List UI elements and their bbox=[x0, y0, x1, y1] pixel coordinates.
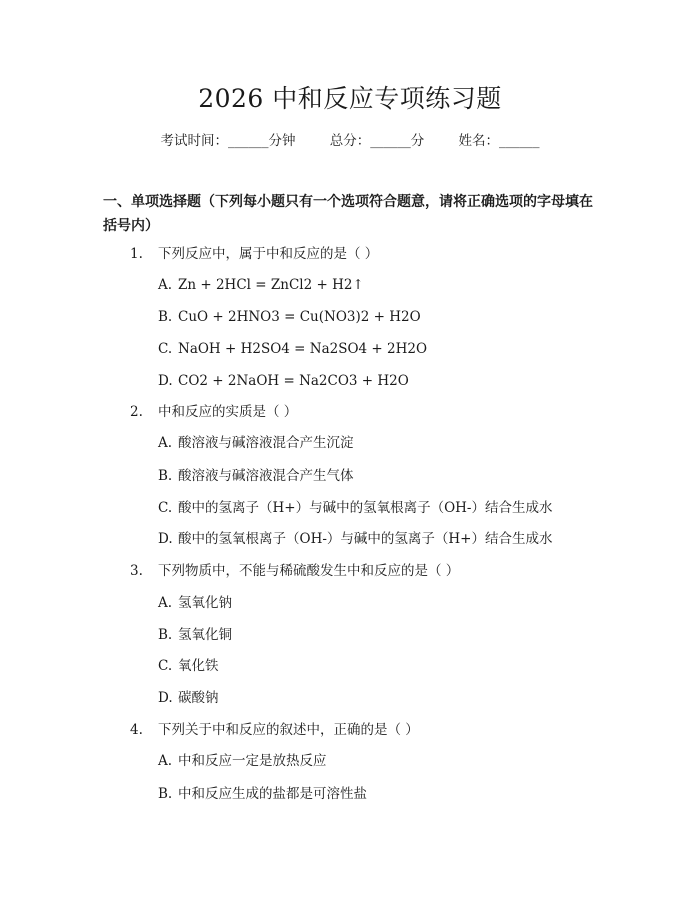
option-text: 氧化铁 bbox=[178, 658, 219, 674]
option-text: 中和反应生成的盐都是可溶性盐 bbox=[178, 786, 367, 802]
question-2-option-a bbox=[158, 433, 354, 453]
option-letter: B. bbox=[158, 627, 173, 643]
option-text: CuO + 2HNO3 = Cu(NO3)2 + H2O bbox=[178, 309, 421, 325]
option-text: 氢氧化铜 bbox=[178, 627, 232, 643]
option-text: CO2 + 2NaOH = Na2CO3 + H2O bbox=[178, 373, 409, 389]
question-3 bbox=[130, 561, 459, 581]
option-letter: A. bbox=[158, 435, 173, 451]
option-letter: A. bbox=[158, 753, 173, 769]
total-score-field: 总分：______分 bbox=[329, 133, 425, 149]
question-2 bbox=[130, 402, 297, 422]
name-field: 姓名：______ bbox=[458, 133, 540, 149]
question-3-option-c bbox=[158, 656, 219, 676]
option-letter: C. bbox=[158, 658, 173, 674]
question-2-option-d bbox=[158, 529, 553, 549]
exam-info bbox=[0, 131, 700, 151]
question-1-option-a bbox=[158, 275, 364, 295]
option-text: 氢氧化钠 bbox=[178, 595, 232, 611]
question-1-option-d bbox=[158, 371, 409, 391]
question-1-option-b bbox=[158, 307, 421, 327]
option-letter: C. bbox=[158, 500, 173, 516]
question-2-option-b bbox=[158, 466, 354, 486]
option-letter: B. bbox=[158, 786, 173, 802]
option-text: 中和反应一定是放热反应 bbox=[178, 753, 327, 769]
question-4 bbox=[130, 720, 419, 740]
question-number: 1. bbox=[130, 246, 143, 262]
question-1-option-c bbox=[158, 339, 427, 359]
option-text: 酸溶液与碱溶液混合产生沉淀 bbox=[178, 435, 354, 451]
option-text: 酸中的氢离子（H+）与碱中的氢氧根离子（OH-）结合生成水 bbox=[178, 500, 553, 516]
option-text: Zn + 2HCl = ZnCl2 + H2↑ bbox=[178, 277, 364, 293]
option-letter: A. bbox=[158, 595, 173, 611]
option-letter: B. bbox=[158, 468, 173, 484]
option-letter: D. bbox=[158, 690, 173, 706]
question-3-option-d bbox=[158, 688, 219, 708]
page-title: 2026 中和反应专项练习题 bbox=[198, 84, 502, 113]
option-text: 碳酸钠 bbox=[178, 690, 219, 706]
option-text: NaOH + H2SO4 = Na2SO4 + 2H2O bbox=[178, 341, 428, 357]
option-letter: C. bbox=[158, 341, 173, 357]
section-heading: 一、单项选择题（下列每小题只有一个选项符合题意，请将正确选项的字母填在括号内） bbox=[103, 194, 593, 234]
option-text: 酸溶液与碱溶液混合产生气体 bbox=[178, 468, 354, 484]
question-3-option-b bbox=[158, 625, 232, 645]
question-number: 3. bbox=[130, 563, 143, 579]
question-1 bbox=[130, 244, 378, 264]
question-stem: 中和反应的实质是（ ） bbox=[158, 404, 298, 420]
option-letter: B. bbox=[158, 309, 173, 325]
question-number: 4. bbox=[130, 722, 143, 738]
option-letter: D. bbox=[158, 531, 173, 547]
question-2-option-c bbox=[158, 498, 553, 518]
question-4-option-b bbox=[158, 784, 367, 804]
option-letter: A. bbox=[158, 277, 173, 293]
question-number: 2. bbox=[130, 404, 143, 420]
option-text: 酸中的氢氧根离子（OH-）与碱中的氢离子（H+）结合生成水 bbox=[178, 531, 553, 547]
question-stem: 下列反应中，属于中和反应的是（ ） bbox=[158, 246, 379, 262]
option-letter: D. bbox=[158, 373, 173, 389]
exam-time-field: 考试时间：______分钟 bbox=[160, 133, 296, 149]
question-3-option-a bbox=[158, 593, 232, 613]
question-stem: 下列物质中，不能与稀硫酸发生中和反应的是（ ） bbox=[158, 563, 460, 579]
question-stem: 下列关于中和反应的叙述中，正确的是（ ） bbox=[158, 722, 419, 738]
question-4-option-a bbox=[158, 751, 327, 771]
